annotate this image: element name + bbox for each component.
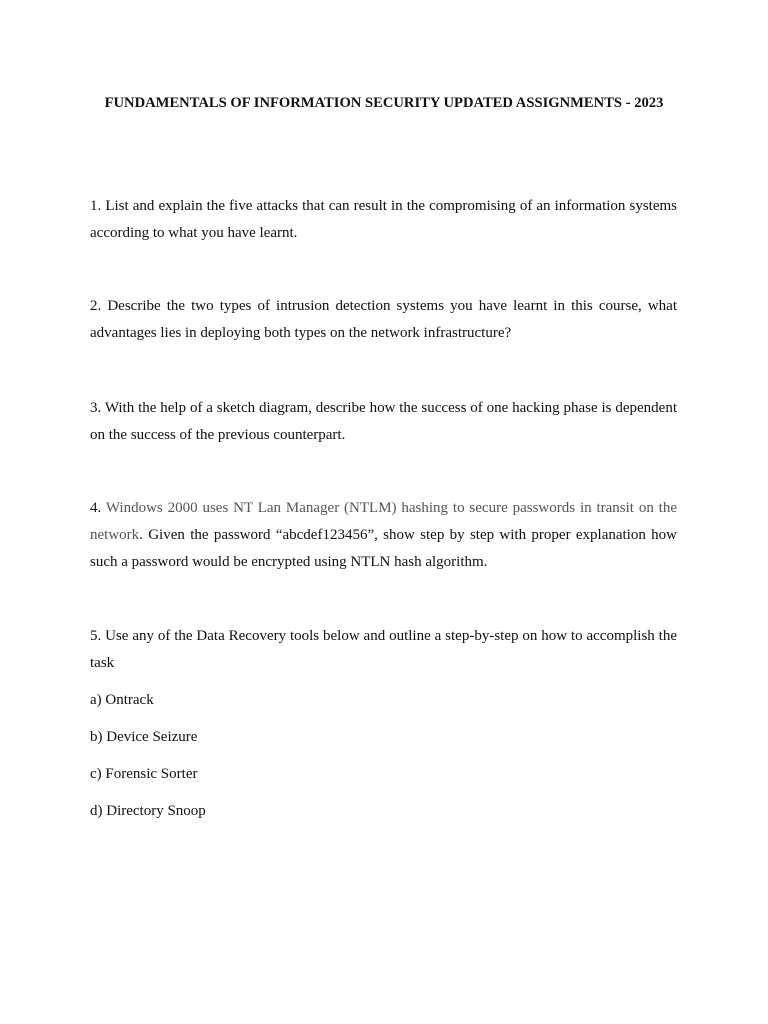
page-title: FUNDAMENTALS OF INFORMATION SECURITY UPDATED ASSIGNMENTS - 2023 xyxy=(104,95,664,111)
option-d: d) Directory Snoop xyxy=(90,803,206,819)
question-1: 1. List and explain the five attacks that can result in the compromising of an information systems according to what you have learnt. xyxy=(90,198,677,241)
question-3: 3. With the help of a sketch diagram, describe how the success of one hacking phase is dependent on the success of the previous counterpart. xyxy=(90,400,677,443)
question-4-quoted-text: Windows 2000 uses NT Lan Manager (NTLM) hashing to secure passwords in transit on the network xyxy=(90,500,677,543)
option-b: b) Device Seizure xyxy=(90,729,198,745)
option-c: c) Forensic Sorter xyxy=(90,766,198,782)
question-2: 2. Describe the two types of intrusion detection systems you have learnt in this course, what advantages lies in deploying both types on the network infrastructure? xyxy=(90,298,677,341)
question-5: 5. Use any of the Data Recovery tools below and outline a step-by-step on how to accomplish the task xyxy=(90,628,677,671)
question-4 xyxy=(90,495,677,576)
question-4-number: 4. xyxy=(90,500,106,516)
option-a: a) Ontrack xyxy=(90,692,154,708)
question-4-text: . Given the password “abcdef123456”, show step by step with proper explanation how such a password would be encrypted using NTLN hash algorithm. xyxy=(90,527,677,570)
